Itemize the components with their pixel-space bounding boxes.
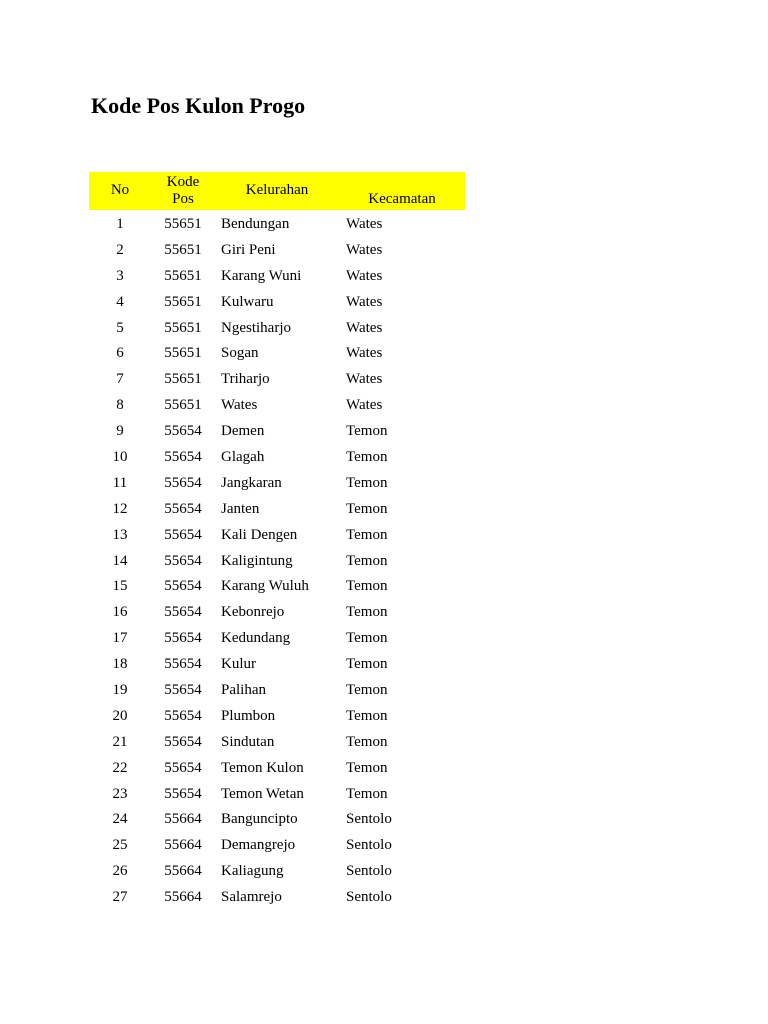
cell-kode-pos: 55651	[164, 397, 202, 414]
cell-no: 15	[112, 578, 128, 595]
cell-no: 16	[112, 604, 128, 621]
cell-kelurahan: Kulur	[221, 656, 256, 673]
cell-no: 19	[112, 682, 128, 699]
cell-kelurahan: Demangrejo	[221, 837, 296, 854]
cell-kecamatan: Temon	[346, 785, 388, 802]
header-kecamatan: Kecamatan	[368, 191, 436, 207]
cell-kecamatan: Wates	[346, 371, 383, 388]
cell-kelurahan: Ngestiharjo	[221, 319, 291, 336]
table-row	[89, 572, 465, 598]
cell-kode-pos: 55664	[164, 863, 202, 880]
cell-kecamatan: Sentolo	[346, 837, 392, 854]
cell-kode-pos: 55664	[164, 889, 202, 906]
table-row	[89, 417, 465, 443]
cell-kelurahan: Kaliagung	[221, 863, 284, 880]
cell-kecamatan: Wates	[346, 397, 383, 414]
cell-kecamatan: Temon	[346, 682, 388, 699]
table-header-row	[89, 172, 465, 210]
cell-kode-pos: 55654	[164, 552, 202, 569]
cell-kode-pos: 55651	[164, 216, 202, 232]
table-row	[89, 728, 465, 754]
cell-no: 12	[112, 500, 128, 517]
cell-kelurahan: Triharjo	[221, 371, 270, 388]
table-row	[89, 210, 465, 236]
cell-kelurahan: Banguncipto	[221, 811, 298, 828]
cell-kecamatan: Wates	[346, 241, 383, 258]
cell-kelurahan: Bendungan	[221, 216, 290, 232]
cell-no: 3	[116, 267, 124, 284]
cell-no: 8	[116, 397, 124, 414]
cell-kode-pos: 55654	[164, 474, 202, 491]
cell-no: 25	[112, 837, 128, 854]
cell-kelurahan: Kali Dengen	[221, 526, 298, 543]
cell-kode-pos: 55664	[164, 811, 202, 828]
table-row	[89, 469, 465, 495]
cell-kelurahan: Kaligintung	[221, 552, 293, 569]
page-title: Kode Pos Kulon Progo	[91, 93, 306, 118]
table-row	[89, 857, 465, 883]
cell-kecamatan: Wates	[346, 319, 383, 336]
cell-kode-pos: 55651	[164, 319, 202, 336]
cell-kecamatan: Wates	[346, 216, 383, 232]
header-kode-pos-line2: Pos	[172, 191, 194, 207]
table-row	[89, 288, 465, 314]
cell-kode-pos: 55654	[164, 500, 202, 517]
cell-no: 21	[112, 733, 128, 750]
table-row	[89, 598, 465, 624]
cell-kode-pos: 55654	[164, 759, 202, 776]
cell-kelurahan: Salamrejo	[221, 889, 282, 906]
cell-kecamatan: Temon	[346, 449, 388, 466]
table-row	[89, 547, 465, 573]
cell-kelurahan: Wates	[221, 397, 258, 414]
table-row	[89, 236, 465, 262]
cell-kecamatan: Temon	[346, 578, 388, 595]
cell-kelurahan: Janten	[221, 500, 260, 517]
cell-kode-pos: 55651	[164, 293, 202, 310]
cell-kode-pos: 55664	[164, 837, 202, 854]
table-row	[89, 339, 465, 365]
cell-no: 10	[112, 449, 128, 466]
cell-no: 22	[112, 759, 128, 776]
cell-kelurahan: Kulwaru	[221, 293, 274, 310]
cell-kode-pos: 55654	[164, 707, 202, 724]
cell-kelurahan: Palihan	[221, 682, 266, 699]
cell-kecamatan: Sentolo	[346, 889, 392, 906]
cell-no: 4	[116, 293, 124, 310]
cell-no: 7	[116, 371, 124, 388]
cell-kelurahan: Plumbon	[221, 707, 276, 724]
cell-kode-pos: 55651	[164, 241, 202, 258]
cell-kecamatan: Temon	[346, 707, 388, 724]
cell-kelurahan: Karang Wuluh	[221, 578, 309, 595]
table-body	[89, 210, 465, 909]
cell-kode-pos: 55654	[164, 604, 202, 621]
cell-kecamatan: Temon	[346, 526, 388, 543]
cell-kelurahan: Sogan	[221, 345, 259, 362]
cell-kode-pos: 55654	[164, 578, 202, 595]
cell-no: 14	[112, 552, 128, 569]
cell-kelurahan: Sindutan	[221, 733, 275, 750]
cell-kode-pos: 55654	[164, 656, 202, 673]
table-row	[89, 624, 465, 650]
cell-kecamatan: Temon	[346, 423, 388, 440]
cell-kode-pos: 55651	[164, 267, 202, 284]
cell-kecamatan: Wates	[346, 293, 383, 310]
cell-kecamatan: Sentolo	[346, 863, 392, 880]
cell-kode-pos: 55654	[164, 630, 202, 647]
cell-kode-pos: 55654	[164, 449, 202, 466]
cell-kelurahan: Glagah	[221, 449, 265, 466]
cell-no: 20	[112, 707, 128, 724]
table-row	[89, 831, 465, 857]
cell-no: 13	[112, 526, 128, 543]
cell-kecamatan: Sentolo	[346, 811, 392, 828]
cell-kecamatan: Temon	[346, 733, 388, 750]
cell-kode-pos: 55654	[164, 423, 202, 440]
cell-no: 27	[112, 889, 128, 906]
cell-kelurahan: Temon Kulon	[221, 759, 304, 776]
cell-no: 9	[116, 423, 124, 440]
cell-kode-pos: 55654	[164, 682, 202, 699]
table-row	[89, 443, 465, 469]
cell-no: 24	[112, 811, 128, 828]
table-row	[89, 676, 465, 702]
header-kelurahan: Kelurahan	[245, 182, 309, 198]
cell-kecamatan: Temon	[346, 552, 388, 569]
table-row	[89, 754, 465, 780]
cell-no: 17	[112, 630, 128, 647]
cell-kecamatan: Temon	[346, 630, 388, 647]
table-row	[89, 391, 465, 417]
cell-kelurahan: Temon Wetan	[221, 785, 304, 802]
cell-no: 23	[112, 785, 128, 802]
cell-kecamatan: Temon	[346, 474, 388, 491]
cell-kelurahan: Karang Wuni	[221, 267, 302, 284]
cell-kelurahan: Jangkaran	[221, 474, 282, 491]
cell-kelurahan: Demen	[221, 423, 265, 440]
cell-kecamatan: Wates	[346, 267, 383, 284]
cell-kode-pos: 55651	[164, 371, 202, 388]
table-row	[89, 314, 465, 340]
table-row	[89, 365, 465, 391]
cell-kecamatan: Temon	[346, 759, 388, 776]
cell-kelurahan: Kedundang	[221, 630, 291, 647]
table-row	[89, 495, 465, 521]
table-row	[89, 805, 465, 831]
cell-kode-pos: 55654	[164, 526, 202, 543]
cell-kecamatan: Wates	[346, 345, 383, 362]
header-no: No	[110, 182, 130, 198]
cell-no: 5	[116, 319, 124, 336]
cell-kecamatan: Temon	[346, 604, 388, 621]
cell-kelurahan: Giri Peni	[221, 241, 276, 258]
cell-kode-pos: 55654	[164, 785, 202, 802]
postal-code-table	[89, 172, 465, 909]
cell-kode-pos: 55651	[164, 345, 202, 362]
cell-kecamatan: Temon	[346, 656, 388, 673]
cell-kode-pos: 55654	[164, 733, 202, 750]
cell-no: 2	[116, 241, 124, 258]
cell-no: 6	[116, 345, 124, 362]
table-row	[89, 780, 465, 806]
table-row	[89, 702, 465, 728]
cell-no: 11	[112, 474, 128, 491]
cell-kecamatan: Temon	[346, 500, 388, 517]
header-kode-pos-line1: Kode	[166, 174, 200, 190]
table-row	[89, 521, 465, 547]
table-row	[89, 262, 465, 288]
cell-no: 1	[116, 216, 124, 232]
table-row	[89, 883, 465, 909]
cell-no: 26	[112, 863, 128, 880]
cell-kelurahan: Kebonrejo	[221, 604, 285, 621]
table-row	[89, 650, 465, 676]
header-kode-pos	[151, 174, 215, 208]
cell-no: 18	[112, 656, 128, 673]
